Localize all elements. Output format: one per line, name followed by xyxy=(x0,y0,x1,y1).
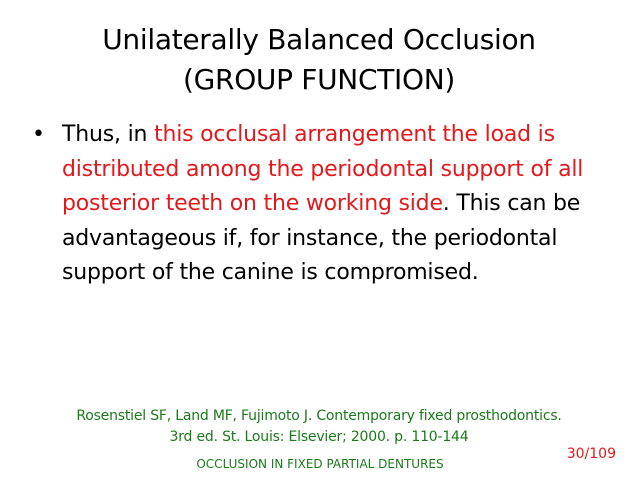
slide-title xyxy=(40,20,598,100)
reference-line-1: Rosenstiel SF, Land MF, Fujimoto J. Contemporary fixed prosthodontics. xyxy=(76,408,562,424)
title-line-2: (GROUP FUNCTION) xyxy=(183,63,455,96)
bullet-text-highlight: this occlusal arrangement the load is distributed among the periodontal support of all posterior teeth on the working side xyxy=(62,122,584,216)
page-number: 30/109 xyxy=(566,446,616,462)
bullet-dot-icon: • xyxy=(32,122,45,147)
reference-line-2: 3rd ed. St. Louis: Elsevier; 2000. p. 110-144 xyxy=(169,429,469,445)
bullet-text-rest: . This can be advantageous if, for instance, the periodontal support of the canine is compromised. xyxy=(62,191,581,285)
title-line-1: Unilaterally Balanced Occlusion xyxy=(102,23,536,56)
slide-footer: OCCLUSION IN FIXED PARTIAL DENTURES xyxy=(196,457,444,471)
reference-citation xyxy=(40,406,598,448)
slide-body xyxy=(30,118,602,291)
bullet-text-lead: Thus, in xyxy=(62,122,155,147)
bullet-item xyxy=(30,118,602,291)
